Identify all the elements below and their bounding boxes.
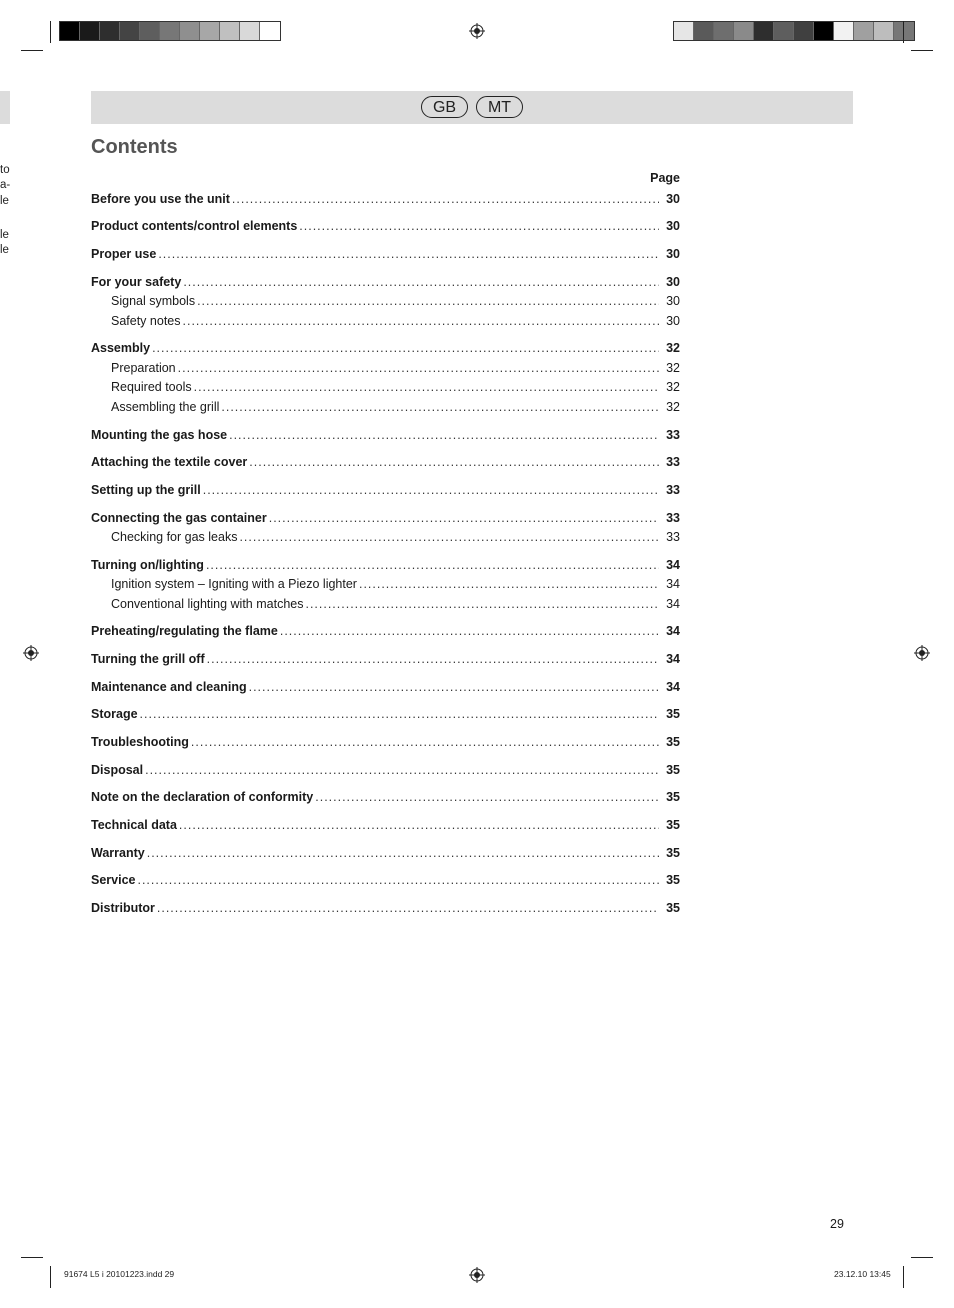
toc-leader-dots bbox=[183, 314, 660, 329]
toc-entry-label: Turning on/lighting bbox=[91, 558, 204, 572]
toc-entry-page: 34 bbox=[666, 624, 680, 638]
toc-entry-label: Setting up the grill bbox=[91, 483, 201, 497]
toc-entry bbox=[91, 511, 680, 526]
color-swatch bbox=[874, 22, 894, 40]
toc-entry bbox=[91, 455, 680, 470]
toc-leader-dots bbox=[249, 455, 659, 470]
toc-entry bbox=[91, 219, 680, 234]
toc-entry bbox=[91, 901, 680, 916]
toc-entry bbox=[111, 400, 680, 415]
toc-entry-label: Conventional lighting with matches bbox=[111, 597, 304, 611]
toc-entry-label: Troubleshooting bbox=[91, 735, 189, 749]
toc-entry-page: 30 bbox=[666, 294, 680, 308]
toc-entry bbox=[91, 680, 680, 695]
page-number: 29 bbox=[830, 1217, 844, 1231]
toc-entry bbox=[111, 577, 680, 592]
toc-entry-label: Signal symbols bbox=[111, 294, 196, 308]
toc-leader-dots bbox=[305, 597, 659, 612]
color-swatch bbox=[774, 22, 794, 40]
toc-leader-dots bbox=[157, 901, 659, 916]
toc-entry-label: Connecting the gas container bbox=[91, 511, 267, 525]
toc-entry bbox=[91, 763, 680, 778]
page-column-heading: Page bbox=[650, 171, 680, 185]
color-swatch bbox=[260, 22, 280, 40]
toc-leader-dots bbox=[269, 511, 659, 526]
toc-entry-label: Storage bbox=[91, 707, 138, 721]
toc-entry-page: 34 bbox=[666, 558, 680, 572]
language-header-band bbox=[91, 91, 853, 124]
crop-mark bbox=[50, 1266, 51, 1288]
color-swatch bbox=[140, 22, 160, 40]
crop-mark bbox=[911, 50, 933, 51]
toc-entry-page: 35 bbox=[666, 763, 680, 777]
crop-mark bbox=[911, 1257, 933, 1258]
crop-mark bbox=[21, 1257, 43, 1258]
toc-entry-page: 34 bbox=[666, 597, 680, 611]
toc-leader-dots bbox=[183, 275, 659, 290]
color-swatch bbox=[714, 22, 734, 40]
toc-entry bbox=[91, 341, 680, 356]
color-swatch bbox=[80, 22, 100, 40]
toc-entry-label: Assembling the grill bbox=[111, 400, 220, 414]
toc-leader-dots bbox=[191, 735, 659, 750]
registration-mark-icon bbox=[469, 23, 485, 39]
toc-entry-page: 34 bbox=[666, 577, 680, 591]
toc-leader-dots bbox=[239, 530, 659, 545]
toc-entry-label: Checking for gas leaks bbox=[111, 530, 238, 544]
toc-entry-label: Warranty bbox=[91, 846, 145, 860]
adjacent-page-text: le bbox=[0, 195, 9, 207]
registration-mark-icon bbox=[914, 645, 930, 661]
color-swatch bbox=[834, 22, 854, 40]
toc-entry-page: 30 bbox=[666, 219, 680, 233]
toc-entry-page: 30 bbox=[666, 314, 680, 328]
toc-entry-label: Service bbox=[91, 873, 136, 887]
toc-entry-page: 33 bbox=[666, 428, 680, 442]
toc-entry-label: Safety notes bbox=[111, 314, 181, 328]
toc-entry bbox=[111, 380, 680, 395]
toc-leader-dots bbox=[145, 763, 659, 778]
color-swatch bbox=[220, 22, 240, 40]
toc-entry bbox=[91, 275, 680, 290]
toc-leader-dots bbox=[178, 361, 659, 376]
toc-entry-label: Preheating/regulating the flame bbox=[91, 624, 278, 638]
toc-leader-dots bbox=[299, 219, 659, 234]
color-swatch bbox=[734, 22, 754, 40]
adjacent-page-text: le bbox=[0, 229, 9, 241]
color-swatch bbox=[894, 22, 914, 40]
toc-entry-page: 33 bbox=[666, 530, 680, 544]
toc-entry bbox=[111, 294, 680, 309]
toc-entry-page: 32 bbox=[666, 341, 680, 355]
toc-entry bbox=[111, 530, 680, 545]
adjacent-page-text: le bbox=[0, 244, 9, 256]
toc-leader-dots bbox=[221, 400, 659, 415]
file-slug: 91674 L5 i 20101223.indd 29 bbox=[64, 1269, 175, 1279]
toc-entry bbox=[91, 624, 680, 639]
toc-leader-dots bbox=[179, 818, 659, 833]
toc-entry-page: 35 bbox=[666, 873, 680, 887]
toc-entry-page: 35 bbox=[666, 735, 680, 749]
adjacent-page-band bbox=[0, 91, 10, 124]
toc-entry-page: 30 bbox=[666, 192, 680, 206]
crop-mark bbox=[903, 1266, 904, 1288]
toc-leader-dots bbox=[359, 577, 659, 592]
toc-entry bbox=[91, 483, 680, 498]
toc-entry-label: Assembly bbox=[91, 341, 151, 355]
registration-mark-icon bbox=[469, 1267, 485, 1283]
toc-entry-label: Required tools bbox=[111, 380, 192, 394]
color-swatch bbox=[200, 22, 220, 40]
color-swatch bbox=[100, 22, 120, 40]
crop-mark bbox=[903, 21, 904, 43]
toc-entry bbox=[91, 735, 680, 750]
toc-leader-dots bbox=[207, 652, 659, 667]
toc-entry-label: For your safety bbox=[91, 275, 182, 289]
toc-entry-page: 34 bbox=[666, 652, 680, 666]
toc-entry-label: Ignition system – Igniting with a Piezo lighter bbox=[111, 577, 357, 591]
toc-entry-page: 33 bbox=[666, 511, 680, 525]
lang-badge-gb: GB bbox=[421, 96, 468, 118]
toc-entry-page: 30 bbox=[666, 247, 680, 261]
color-swatch bbox=[240, 22, 260, 40]
toc-leader-dots bbox=[137, 873, 659, 888]
toc-entry-label: Product contents/control elements bbox=[91, 219, 298, 233]
toc-leader-dots bbox=[140, 707, 659, 722]
toc-entry bbox=[91, 247, 680, 262]
toc-leader-dots bbox=[152, 341, 659, 356]
color-swatch bbox=[120, 22, 140, 40]
adjacent-page-text: a- bbox=[0, 179, 11, 191]
color-calibration-bar-right bbox=[673, 21, 915, 41]
toc-entry bbox=[91, 818, 680, 833]
color-swatch bbox=[674, 22, 694, 40]
toc-leader-dots bbox=[194, 380, 659, 395]
toc-leader-dots bbox=[315, 790, 659, 805]
toc-entry-label: Note on the declaration of conformity bbox=[91, 790, 314, 804]
toc-leader-dots bbox=[206, 558, 659, 573]
color-swatch bbox=[160, 22, 180, 40]
toc-entry-label: Attaching the textile cover bbox=[91, 455, 248, 469]
color-swatch bbox=[60, 22, 80, 40]
toc-entry-label: Mounting the gas hose bbox=[91, 428, 228, 442]
toc-leader-dots bbox=[229, 428, 659, 443]
toc-entry bbox=[111, 314, 680, 329]
toc-entry-page: 35 bbox=[666, 790, 680, 804]
lang-badge-mt: MT bbox=[476, 96, 523, 118]
print-timestamp: 23.12.10 13:45 bbox=[834, 1269, 891, 1279]
toc-leader-dots bbox=[197, 294, 659, 309]
toc-entry-label: Turning the grill off bbox=[91, 652, 205, 666]
toc-entry bbox=[91, 790, 680, 805]
toc-entry-page: 32 bbox=[666, 361, 680, 375]
toc-entry-label: Maintenance and cleaning bbox=[91, 680, 247, 694]
toc-entry bbox=[91, 707, 680, 722]
toc-leader-dots bbox=[158, 247, 659, 262]
toc-entry-page: 33 bbox=[666, 483, 680, 497]
color-swatch bbox=[854, 22, 874, 40]
toc-entry-page: 32 bbox=[666, 380, 680, 394]
page-title: Contents bbox=[91, 136, 178, 158]
color-calibration-bar-left bbox=[59, 21, 281, 41]
toc-entry-label: Proper use bbox=[91, 247, 157, 261]
toc-entry bbox=[91, 192, 680, 207]
toc-leader-dots bbox=[203, 483, 659, 498]
toc-leader-dots bbox=[249, 680, 659, 695]
adjacent-page-text: to bbox=[0, 164, 10, 176]
toc-entry-page: 30 bbox=[666, 275, 680, 289]
toc-entry bbox=[111, 597, 680, 612]
toc-entry-label: Preparation bbox=[111, 361, 176, 375]
color-swatch bbox=[794, 22, 814, 40]
toc-entry-page: 35 bbox=[666, 846, 680, 860]
toc-entry-page: 35 bbox=[666, 901, 680, 915]
toc-entry bbox=[91, 873, 680, 888]
toc-entry bbox=[111, 361, 680, 376]
crop-mark bbox=[50, 21, 51, 43]
toc-leader-dots bbox=[147, 846, 659, 861]
toc-entry bbox=[91, 558, 680, 573]
toc-entry-page: 35 bbox=[666, 707, 680, 721]
registration-mark-icon bbox=[23, 645, 39, 661]
color-swatch bbox=[754, 22, 774, 40]
color-swatch bbox=[180, 22, 200, 40]
toc-entry-label: Before you use the unit bbox=[91, 192, 230, 206]
crop-mark bbox=[21, 50, 43, 51]
toc-entry bbox=[91, 652, 680, 667]
toc-entry bbox=[91, 428, 680, 443]
color-swatch bbox=[694, 22, 714, 40]
toc-entry-label: Disposal bbox=[91, 763, 144, 777]
toc-entry-page: 32 bbox=[666, 400, 680, 414]
toc-entry-page: 33 bbox=[666, 455, 680, 469]
toc-entry-label: Distributor bbox=[91, 901, 155, 915]
color-swatch bbox=[814, 22, 834, 40]
toc-leader-dots bbox=[232, 192, 659, 207]
toc-entry-page: 34 bbox=[666, 680, 680, 694]
toc-leader-dots bbox=[280, 624, 659, 639]
toc-entry-page: 35 bbox=[666, 818, 680, 832]
toc-entry bbox=[91, 846, 680, 861]
toc-entry-label: Technical data bbox=[91, 818, 177, 832]
